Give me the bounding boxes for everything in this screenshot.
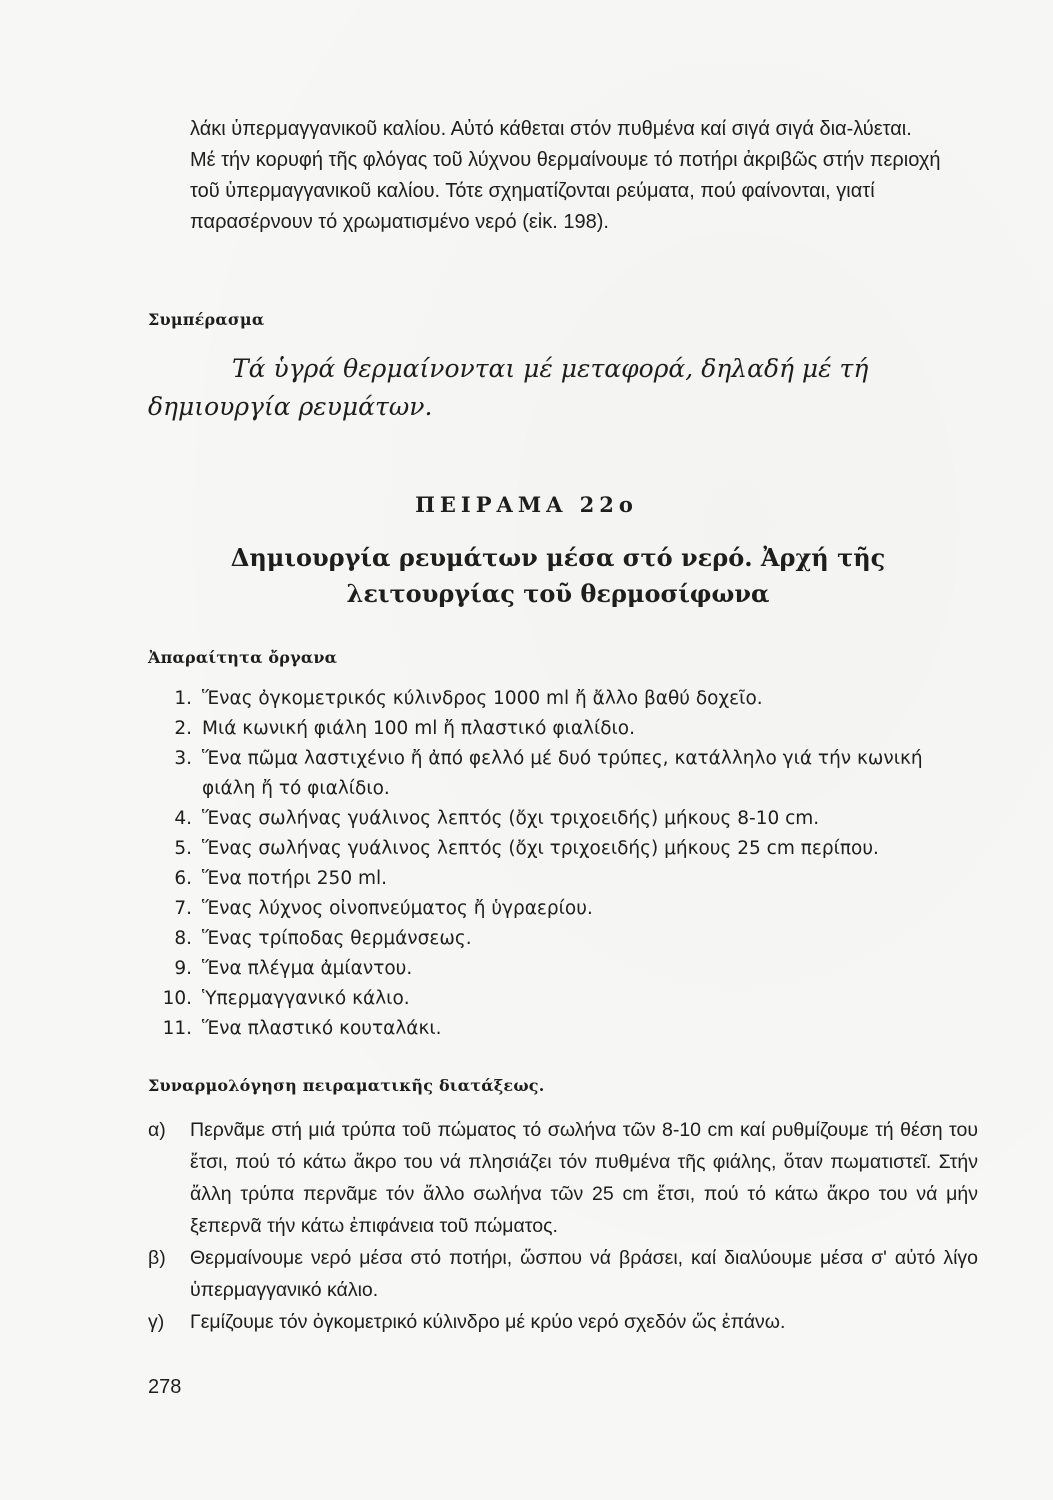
item-number: 3.	[174, 748, 192, 769]
item-text: Μιά κωνική φιάλη 100 ml ἤ πλαστικό φιαλίδιο.	[202, 718, 635, 739]
item-text: Ὑπερμαγγανικό κάλιο.	[202, 988, 410, 1009]
step-text: Θερμαίνουμε νερό μέσα στό ποτήρι, ὥσπου νά βράσει, καί διαλύουμε μέσα σ' αὐτό λίγο ὑπερμαγγανικό κάλιο.	[190, 1247, 978, 1301]
list-item	[148, 804, 978, 834]
list-item	[148, 864, 978, 894]
assembly-heading: Συναρμολόγηση πειραματικῆς διατάξεως.	[148, 1076, 545, 1095]
item-text: Ἕνας λύχνος οἰνοπνεύματος ἤ ὑγραερίου.	[202, 898, 593, 919]
item-text: Ἕνας σωλήνας γυάλινος λεπτός (ὄχι τριχοειδής) μήκους 25 cm περίπου.	[202, 838, 879, 859]
item-number: 6.	[174, 868, 192, 889]
conclusion-statement: Τά ὑγρά θερμαίνονται μέ μεταφορά, δηλαδή μέ τή δημιουργία ρευμάτων.	[148, 354, 869, 421]
step-text: Γεμίζουμε τόν ὀγκομετρικό κύλινδρο μέ κρύο νερό σχεδόν ὥς ἐπάνω.	[190, 1311, 786, 1333]
item-text: Ἕνας ὀγκομετρικός κύλινδρος 1000 ml ἤ ἄλλο βαθύ δοχεῖο.	[202, 688, 763, 709]
page-number: 278	[148, 1376, 182, 1398]
step-marker: α)	[148, 1119, 166, 1141]
item-number: 7.	[174, 898, 192, 919]
list-item	[148, 1114, 978, 1242]
list-item	[148, 1306, 978, 1338]
step-marker: γ)	[148, 1311, 165, 1333]
item-number: 10.	[162, 988, 192, 1009]
conclusion-heading: Συμπέρασμα	[148, 310, 265, 329]
list-item	[148, 1014, 978, 1044]
experiment-subtitle: Δημιουργία ρευμάτων μέσα στό νερό. Ἀρχή τῆς λειτουργίας τοῦ θερμοσίφωνα	[230, 543, 886, 608]
item-number: 1.	[174, 688, 192, 709]
step-text: Περνᾶμε στή μιά τρύπα τοῦ πώματος τό σωλήνα τῶν 8-10 cm καί ρυθμίζουμε τή θέση του ἔτσι, πού τό κάτω ἄκρο του νά πλησιάζει τόν πυθμένα τῆς φιάλης, ὅταν πωματιστεῖ. Στήν ἄλλη τρύπα περνᾶμε τόν ἄλλο σωλήνα τῶν 25 cm ἔτσι, πού τό κάτω ἄκρο του νά μήν ξεπερνᾶ τήν κάτω ἐπιφάνεια τοῦ πώματος.	[190, 1119, 978, 1237]
intro-paragraph: Μέ τήν κορυφή τῆς φλόγας τοῦ λύχνου θερμαίνουμε τό ποτήρι ἀκριβῶς στήν περιοχή τοῦ ὑπερμαγγανικοῦ καλίου. Τότε σχηματίζονται ρεύματα, πού φαίνονται, γιατί παρασέρνουν τό χρωματισμένο νερό (εἰκ. 198).	[190, 149, 941, 233]
assembly-steps	[148, 1114, 978, 1338]
list-item	[148, 1242, 978, 1306]
intro-paragraph: λάκι ὑπερμαγγανικοῦ καλίου. Αὐτό κάθεται στόν πυθμένα καί σιγά σιγά δια-λύεται.	[190, 118, 912, 140]
item-number: 9.	[174, 958, 192, 979]
item-text: Ἕνας σωλήνας γυάλινος λεπτός (ὄχι τριχοειδής) μήκους 8-10 cm.	[202, 808, 820, 829]
list-item	[148, 684, 978, 714]
experiment-title: ΠΕΙΡΑΜΑ 22ο	[415, 492, 638, 517]
list-item	[148, 924, 978, 954]
tools-list	[148, 684, 978, 1044]
list-item	[148, 984, 978, 1014]
item-text: Ἕνα πλέγμα ἀμίαντου.	[202, 958, 413, 979]
list-item	[148, 744, 978, 804]
list-item	[148, 714, 978, 744]
intro-text	[190, 114, 960, 238]
item-number: 11.	[162, 1018, 192, 1039]
item-number: 5.	[174, 838, 192, 859]
list-item	[148, 834, 978, 864]
item-text: Ἕνα πῶμα λαστιχένιο ἤ ἀπό φελλό μέ δυό τρύπες, κατάλληλο γιά τήν κωνική φιάλη ἤ τό φιαλίδιο.	[202, 748, 923, 799]
item-number: 8.	[174, 928, 192, 949]
tools-heading: Ἀπαραίτητα ὄργανα	[148, 648, 338, 667]
item-text: Ἕνα ποτήρι 250 ml.	[202, 868, 388, 889]
item-text: Ἕνας τρίποδας θερμάνσεως.	[202, 928, 472, 949]
list-item	[148, 894, 978, 924]
item-number: 2.	[174, 718, 192, 739]
step-marker: β)	[148, 1247, 166, 1269]
item-text: Ἕνα πλαστικό κουταλάκι.	[202, 1018, 442, 1039]
item-number: 4.	[174, 808, 192, 829]
list-item	[148, 954, 978, 984]
